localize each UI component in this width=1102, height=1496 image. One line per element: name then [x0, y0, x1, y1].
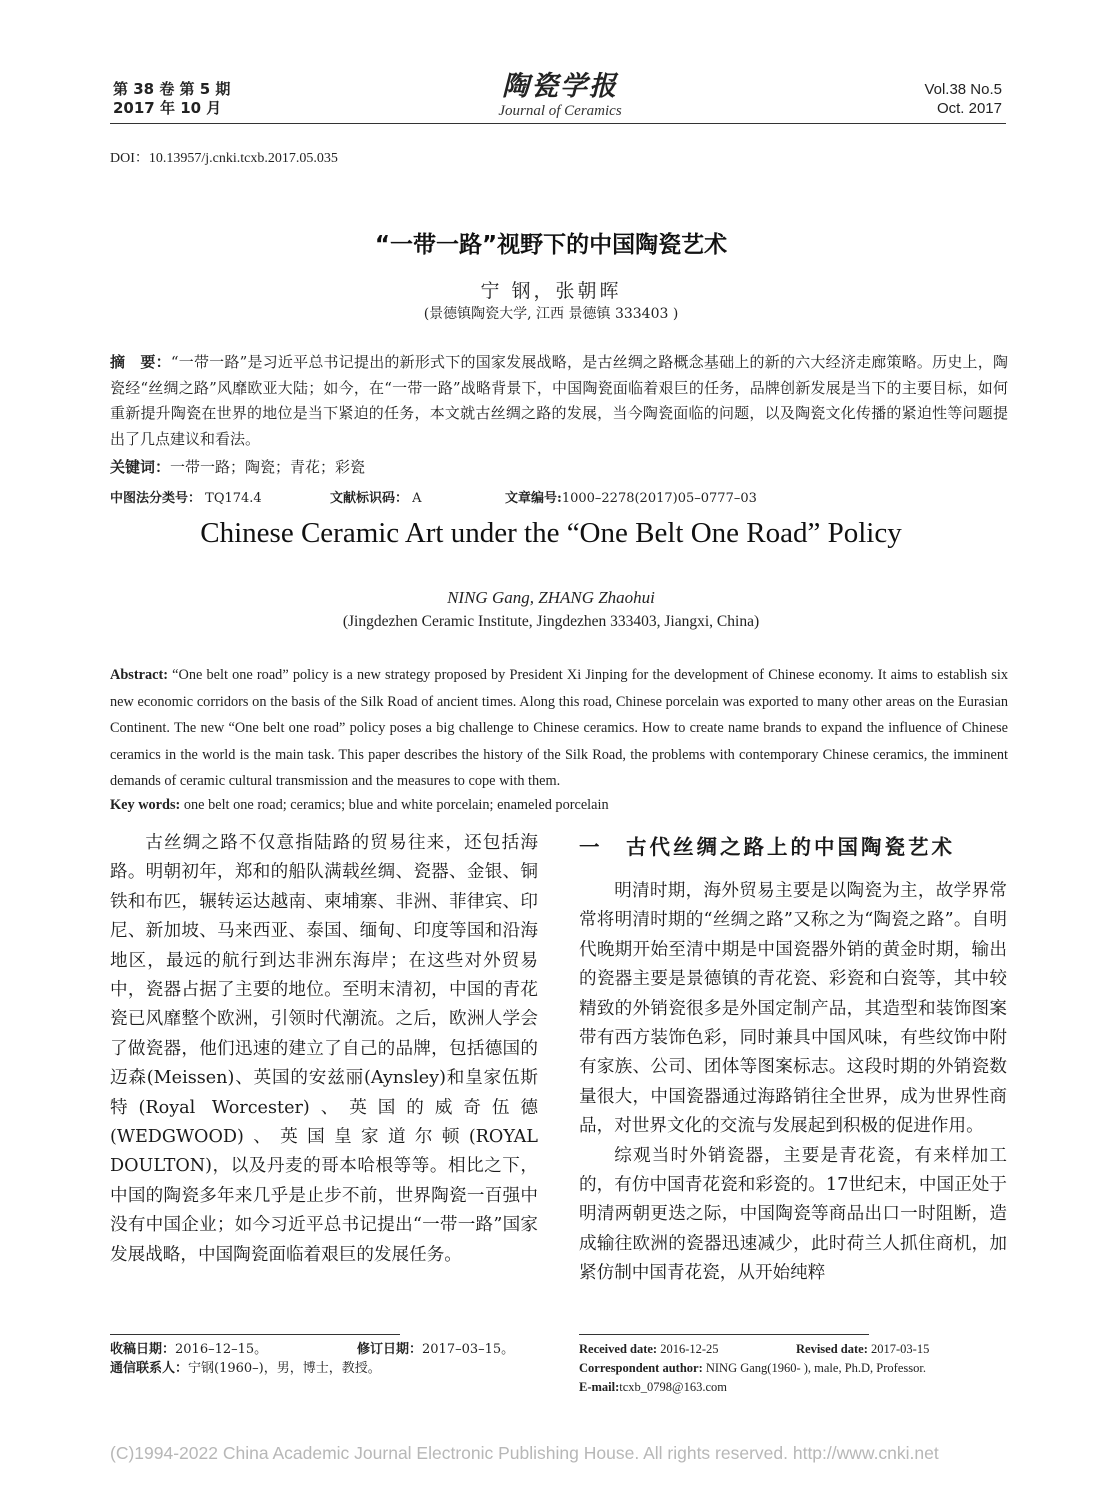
keywords-en: [110, 794, 1008, 816]
volume-issue-en: [924, 80, 1002, 118]
email-en: E-mail:tcxb_0798@163.com: [579, 1380, 727, 1394]
body-paragraph: 古丝绸之路不仅意指陆路的贸易往来，还包括海路。明朝初年，郑和的船队满载丝绸、瓷器、金银、铜铁和布匹，辗转运达越南、柬埔寨、非洲、菲律宾、印尼、新加坡、马来西亚、泰国、缅甸、印度等国和沿海地区，最远的航行到达非洲东海岸；在这些对外贸易中，瓷器占据了主要的地位。至明末清初，中国的青花瓷已风靡整个欧洲，引领时代潮流。之后，欧洲人学会了做瓷器，他们迅速的建立了自己的品牌，包括德国的迈森(Meissen)、英国的安兹丽(Aynsley)和皇家伍斯特(Royal Worcester)、英国的威奇伍德(WEDGWOOD)、英国皇家道尔顿(ROYAL DOULTON)，以及丹麦的哥本哈根等等。相比之下，中国的陶瓷多年来几乎是止步不前，世界陶瓷一百强中没有中国企业；如今习近平总书记提出“一带一路”国家发展战略，中国陶瓷面临着艰巨的发展任务。: [110, 833, 538, 1265]
header-rule: [110, 123, 1006, 124]
abstract-cn-label: 摘 要：: [110, 353, 171, 371]
document-code: 文献标识码： A: [330, 491, 422, 506]
footnote-rule: [579, 1334, 869, 1335]
revised-cn: 修订日期：2017–03–15。: [357, 1342, 515, 1357]
journal-logo: 陶瓷学报: [502, 71, 618, 102]
copyright-watermark: (C)1994-2022 China Academic Journal Electronic Publishing House. All rights reserved. http://www.cnki.net: [110, 1443, 939, 1463]
section-heading: 一 古代丝绸之路上的中国陶瓷艺术: [579, 835, 955, 859]
title-cn: “一带一路”视野下的中国陶瓷艺术: [374, 232, 728, 258]
clc-code: 中图法分类号： TQ174.4: [110, 491, 262, 506]
title-en: Chinese Ceramic Art under the “One Belt One Road” Policy: [200, 517, 902, 549]
keywords-en-text: one belt one road; ceramics; blue and white porcelain; enameled porcelain: [180, 797, 609, 813]
footnotes-cn: [110, 1340, 550, 1378]
abstract-en-label: Abstract:: [110, 667, 168, 683]
affiliation-en: (Jingdezhen Ceramic Institute, Jingdezhen 333403, Jiangxi, China): [342, 613, 760, 630]
body-paragraph: 明清时期，海外贸易主要是以陶瓷为主，故学界常常将明清时期的“丝绸之路”又称之为“陶瓷之路”。自明代晚期开始至清中期是中国瓷器外销的黄金时期，输出的瓷器主要是景德镇的青花瓷、彩瓷和白瓷等，其中较精致的外销瓷很多是外国定制产品，其造型和装饰图案带有西方装饰色彩，同时兼具中国风味，有些纹饰中附有家族、公司、团体等图案标志。这段时期的外销瓷数量很大，中国瓷器通过海路销往全世界，成为世界性商品，对世界文化的交流与发展起到积极的促进作用。: [579, 881, 1007, 1137]
doi: DOI：10.13957/j.cnki.tcxb.2017.05.035: [110, 151, 338, 166]
abstract-cn-text: “一带一路”是习近平总书记提出的新形式下的国家发展战略，是古丝绸之路概念基础上的新的六大经济走廊策略。历史上，陶瓷经“丝绸之路”风靡欧亚大陆；如今，在“一带一路”战略背景下，中国陶瓷面临着艰巨的任务，品牌创新发展是当下的主要目标，如何重新提升陶瓷在世界的地位是当下紧迫的任务，本文就古丝绸之路的发展，当今陶瓷面临的问题，以及陶瓷文化传播的紧迫性等问题提出了几点建议和看法。: [110, 353, 1008, 448]
correspondent-en: Correspondent author: NING Gang(1960- ), male, Ph.D, Professor.: [579, 1361, 926, 1375]
article-number: 文章编号:1000–2278(2017)05–0777–03: [505, 491, 757, 506]
authors-cn: 宁 钢，张朝晖: [480, 280, 622, 302]
revised-en: Revised date: 2017-03-15: [796, 1342, 930, 1356]
received-revised-cn: 收稿日期：2016–12–15。 修订日期：2017–03–15。: [110, 1342, 515, 1357]
keywords-cn: [110, 455, 1008, 481]
footnote-rule: [110, 1334, 400, 1335]
received-revised-en: Received date: 2016-12-25 Revised date: 2017-03-15: [579, 1340, 1009, 1359]
abstract-cn: [110, 350, 1008, 452]
journal-masthead: [440, 72, 680, 120]
date-en: Oct. 2017: [936, 100, 1002, 117]
abstract-en-text: “One belt one road” policy is a new strategy proposed by President Xi Jinping for the development of Chinese economy. It aims to establish six new economic corridors on the basis of the Silk Road of ancient times. Along this road, Chinese porcelain was exported to many other areas on the Eurasian Continent. The new “One belt one road” policy poses a big challenge to Chinese ceramics. How to create name brands to expand the influence of Chinese ceramics in the world is the main task. This paper describes the history of the Silk Road, the problems with contemporary Chinese ceramics, the imminent demands of ceramic cultural transmission and the measures to cope with them.: [110, 667, 1008, 789]
date-cn: 2017 年 10 月: [113, 99, 222, 117]
volume-en: Vol.38 No.5: [924, 81, 1002, 98]
journal-name-en: Journal of Ceramics: [498, 103, 622, 119]
affiliation-cn: (景德镇陶瓷大学, 江西 景德镇 333403 ): [423, 306, 679, 322]
keywords-en-label: Key words:: [110, 797, 181, 813]
body-right-column: [579, 829, 1007, 1289]
contact-cn: 通信联系人：宁钢(1960–)，男，博士，教授。: [110, 1361, 381, 1376]
keywords-cn-text: 一带一路；陶瓷；青花；彩瓷: [170, 458, 366, 476]
volume-issue-cn: [113, 80, 230, 118]
body-paragraph: 综观当时外销瓷器，主要是青花瓷，有来样加工的，有仿中国青花瓷和彩瓷的。17世纪末，中国正处于明清两朝更迭之际，中国陶瓷等商品出口一时阻断，造成输往欧洲的瓷器迅速减少，此时荷兰人抓住商机，加紧仿制中国青花瓷，从开始纯粹: [579, 1145, 1007, 1284]
abstract-en: [110, 662, 1008, 795]
keywords-cn-label: 关键词：: [110, 458, 171, 476]
authors-en: NING Gang, ZHANG Zhaohui: [447, 588, 655, 607]
volume-cn: 第 38 卷 第 5 期: [113, 80, 231, 98]
body-left-column: [110, 829, 538, 1270]
footnotes-en: [579, 1340, 1009, 1397]
